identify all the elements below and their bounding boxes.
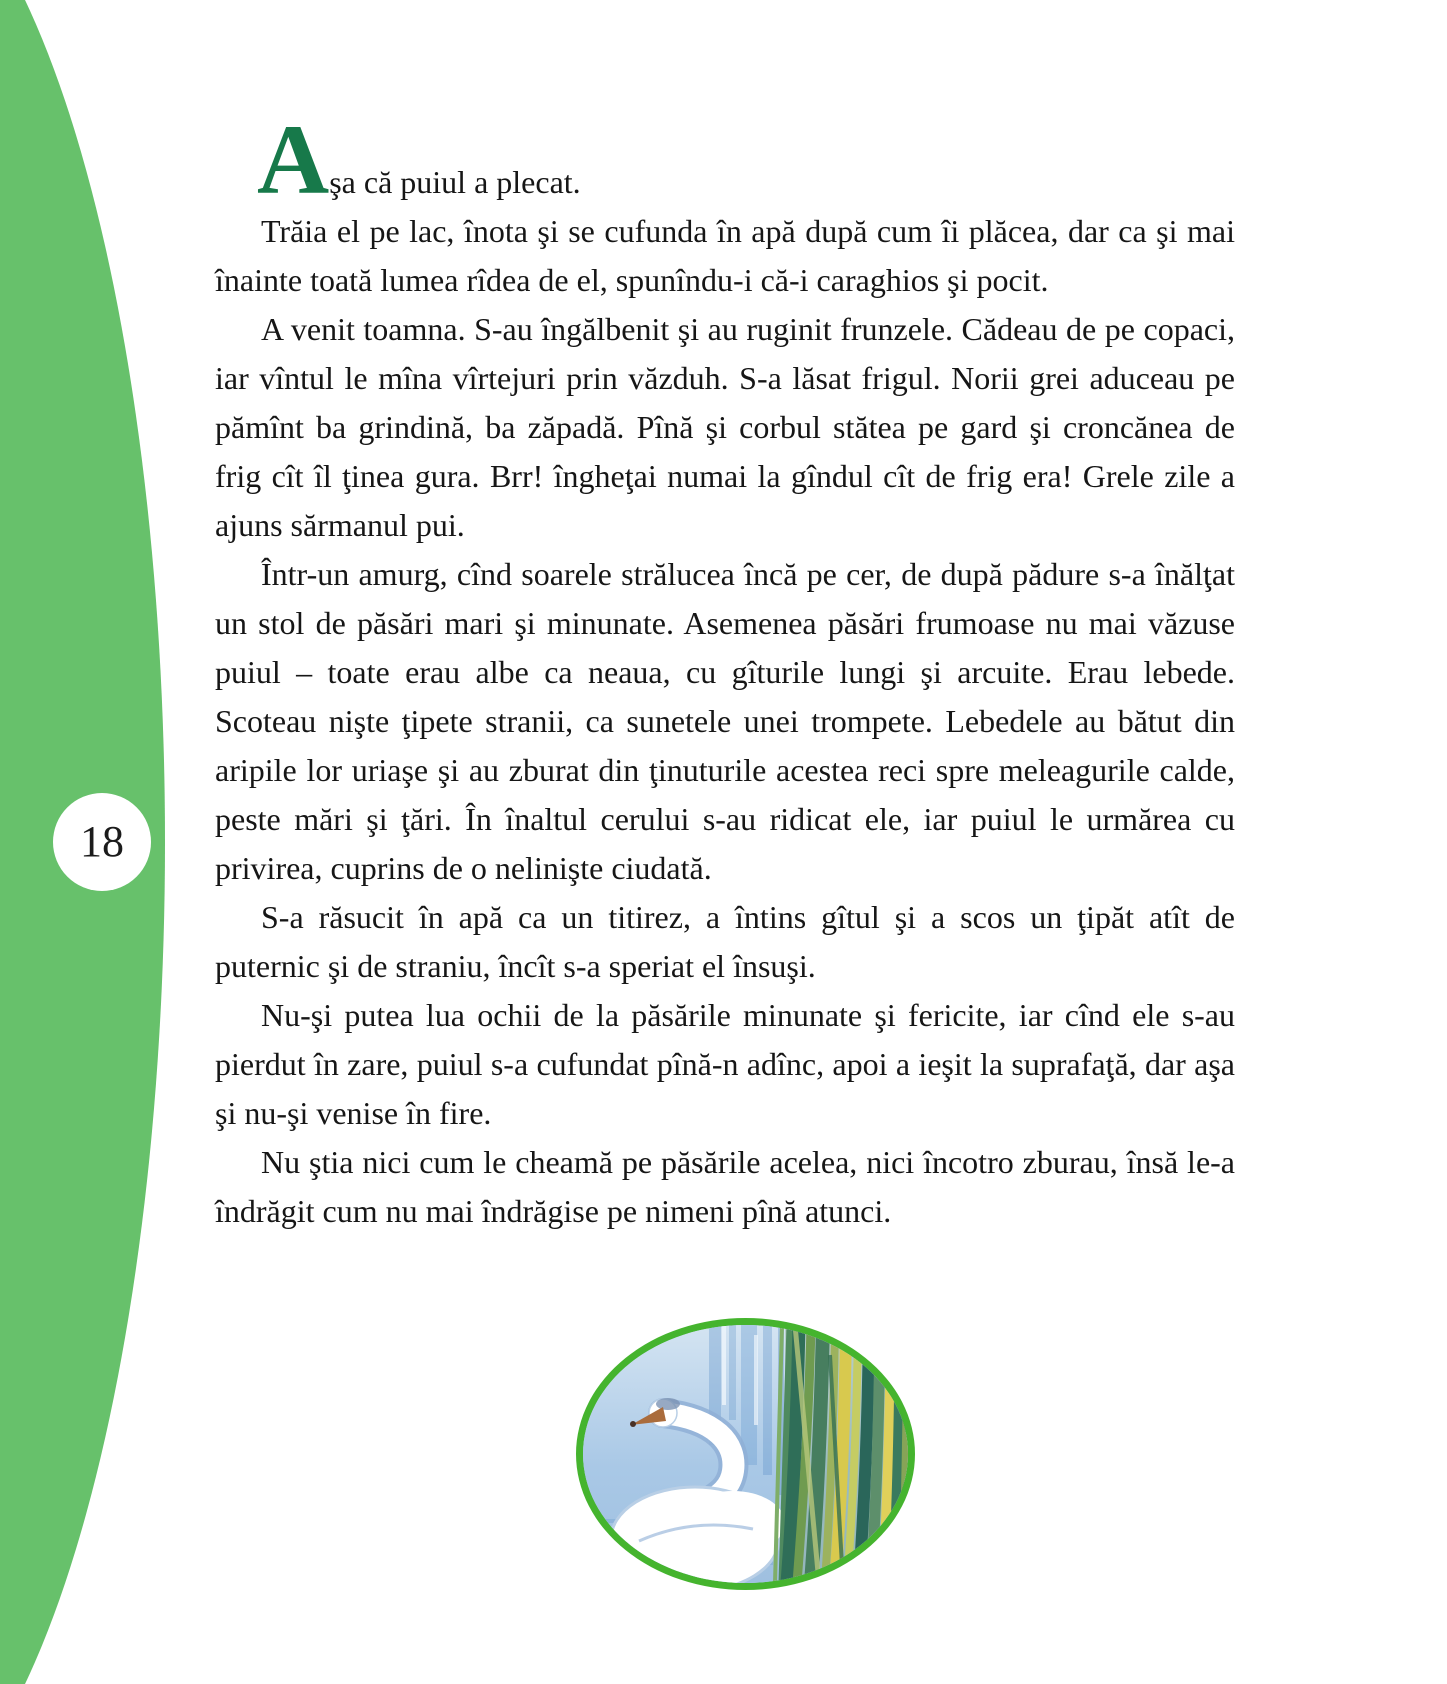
- story-text: [215, 104, 1235, 1236]
- story-paragraph: Nu-şi putea lua ochii de la păsările minunate şi fericite, iar cînd ele s-au pierdut în zare, puiul s-a cufundat pînă-n adînc, apoi a ieşit la suprafaţă, dar aşa şi nu-şi venise în fire.: [215, 997, 1235, 1131]
- swan-watercolor-image: [583, 1325, 908, 1583]
- page-number: 18: [80, 817, 124, 866]
- story-paragraph: A venit toamna. S-au îngălbenit şi au ruginit frunzele. Cădeau de pe copaci, iar vîntul le mîna vîrtejuri prin văzduh. S-a lăsat frigul. Norii grei aduceau pe pămînt ba grindină, ba zăpadă. Pînă şi corbul stătea pe gard şi croncănea de frig cît îl ţinea gura. Brr! îngheţai numai la gîndul cît de frig era! Grele zile a ajuns sărmanul pui.: [215, 311, 1235, 543]
- story-paragraph: Trăia el pe lac, înota şi se cufunda în apă după cum îi plăcea, dar ca şi mai înainte toată lumea rîdea de el, spunîndu-i că-i caraghios şi pocit.: [215, 213, 1235, 298]
- story-paragraph: Nu ştia nici cum le cheamă pe păsările acelea, nici încotro zburau, însă le-a îndrăgit cum nu mai îndrăgise pe nimeni pînă atunci.: [215, 1144, 1235, 1229]
- story-paragraph: S-a răsucit în apă ca un titirez, a întins gîtul şi a scos un ţipăt atît de puternic şi de straniu, încît s-a speriat el însuşi.: [215, 899, 1235, 984]
- paragraph-opening: [215, 104, 1235, 215]
- paragraph-opening-text: şa că puiul a plecat.: [329, 164, 581, 200]
- page-number-badge: [53, 793, 151, 891]
- swan-illustration: [576, 1318, 915, 1590]
- drop-cap: A: [257, 104, 328, 215]
- story-paragraph: Într-un amurg, cînd soarele strălucea încă pe cer, de după pădure s-a înălţat un stol de păsări mari şi minunate. Asemenea păsări frumoase nu mai văzuse puiul – toate erau albe ca neaua, cu gîturile lungi şi arcuite. Erau lebede. Scoteau nişte ţipete stranii, ca sunetele unei trompete. Lebedele au bătut din aripile lor uriaşe şi au zburat din ţinuturile acestea reci spre meleagurile calde, peste mări şi ţări. În înaltul cerului s-au ridicat ele, iar puiul le urmărea cu privirea, cuprins de o nelinişte ciudată.: [215, 556, 1235, 886]
